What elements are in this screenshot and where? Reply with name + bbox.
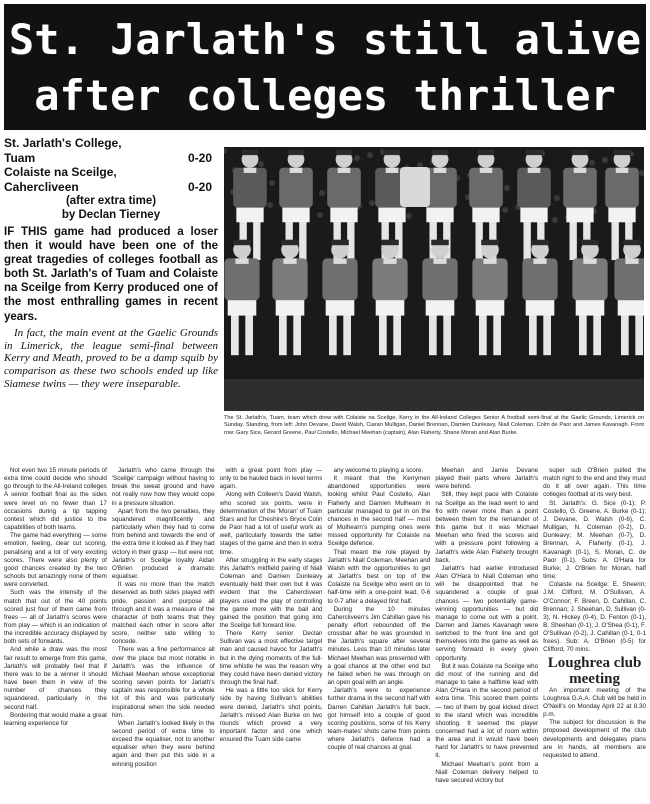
headline-banner: [4, 4, 646, 130]
seated-player-4-leg: [379, 311, 387, 355]
seated-player-7-hair: [531, 240, 549, 246]
seated-player-7-leg: [543, 311, 551, 355]
team2-location: Cahercliveen: [4, 179, 79, 194]
standing-player-2-collar: [290, 168, 303, 173]
article-paragraph: There Kerry senior Declan Sullivan was a most effective target man and caused havoc for Jarlath's but in the dying moments of the full-time whistle he was the reason why they could have been denied victory through the final half.: [219, 630, 323, 687]
article-paragraph: Such was the intensity of the match that out of the 40 points scored just four of them came from frees — all of Jarlath's scores were from play — which is an indication of the incredible accuracy displayed by both sets of forwards.: [4, 589, 107, 646]
seated-player-6-hair: [481, 240, 499, 246]
seated-player-5-leg: [429, 311, 437, 355]
article-paragraph: The game had everything — some emotion, feeling, clear cut scoring, penalising and a lot of very exciting scores. There were also plenty of good chances created by the two schools but amazingly none of them were converted.: [4, 532, 107, 589]
article-paragraph: The subject for discussion is the proposed development of the club developments and delegates plans are in hands, all members are requested to attend.: [543, 719, 646, 759]
standing-player-8-hair: [572, 150, 589, 155]
standing-player-7-collar: [528, 168, 541, 173]
seated-player-2-hair: [281, 240, 299, 246]
seated-player-1-collar: [235, 258, 248, 264]
seated-player-5-collar: [433, 258, 446, 264]
article-paragraph: He was a little too slick for Kerry side by having Sullivan's abilities were denied, Jarlath's shot points, Jarlath's missed Alan Burke on two rounds which proved a very important factor and one which ensured the Tuam side came: [219, 687, 323, 744]
article-paragraph: Still, they kept pace with Colaiste na Sceilge as the lead went to and fro with never more than a point between them for the remainder of this game but it was Michael Meehan who fired the scores and with a pressure point following a Jarlath's wide Alan Flaherty brought back.: [435, 491, 539, 564]
seated-player-8-hair: [581, 240, 599, 246]
crowd-dot: [354, 155, 360, 161]
seated-player-9-leg: [635, 311, 643, 355]
crowd-dot: [369, 200, 375, 206]
seated-player-7-leg: [529, 311, 537, 355]
italic-paragraph: In fact, the main event at the Gaelic Grounds in Limerick, the league semi-final between Kerry and Meath, proved to be a damp squib by comparison as these two schools ended up like Siamese twins — they were inseparable.: [4, 326, 218, 391]
article-paragraph: During the 10 minutes Cahercliveen's Jim Cahillan gave his penalty effort rebounded off the crossbar after he was grounded in the Jarlath's square after several minutes. Less than 10 minutes later Michael Meehan was presented with a goal chance at the other end but he failed when he was through on an open goal with an angle.: [327, 605, 431, 687]
seated-player-9-hair: [623, 240, 641, 246]
team1-location: Tuam: [4, 150, 36, 165]
article-paragraph: Meehan and Jamie Devane played their parts where Jarlath's were behind.: [435, 467, 539, 491]
crowd-dot: [258, 161, 264, 167]
crowd-dot: [267, 202, 273, 208]
crowd-dot: [317, 212, 323, 218]
seated-player-3-leg: [329, 311, 337, 355]
goalkeeper-shirt: [400, 167, 430, 207]
seated-player-9-collar: [625, 258, 638, 264]
standing-player-6-shirt: [469, 168, 503, 208]
seated-player-3-collar: [333, 258, 346, 264]
article-paragraph: super sub O'Brien pulled the match right to the end and they must do it all over again. This time colleges football at its very best.: [543, 467, 646, 499]
standing-player-9-leg: [612, 218, 619, 260]
article-column-6: [543, 467, 646, 801]
standing-player-4-collar: [386, 168, 399, 173]
standing-player-9-shirt: [605, 168, 639, 208]
seated-player-4-leg: [393, 311, 401, 355]
seated-player-1-leg: [231, 311, 239, 355]
article-paragraph: It was no more than the match deserved as both sides played with pride, passion and purpose all through and it was a measure of the character of both teams that they matched each other in score after score, neither side willing to concede.: [111, 581, 215, 646]
standing-player-2-leg: [299, 218, 306, 260]
standing-player-1-shirt: [233, 168, 267, 208]
headline-line-2: after colleges thriller: [34, 71, 616, 120]
standing-player-1-collar: [244, 168, 257, 173]
seated-player-6-leg: [493, 311, 501, 355]
article-column-1: [4, 467, 107, 801]
seated-player-7-shirt: [522, 258, 557, 300]
standing-player-2-hair: [288, 150, 305, 155]
seated-player-2-leg: [279, 311, 287, 355]
article-column-2: [112, 467, 215, 801]
team2-score: 0-20: [187, 179, 212, 194]
seated-player-8-shirt: [572, 258, 607, 300]
article-paragraph: Jarlath's were to experience further drama in the second half with Darren Cahillan Jarlath's full back, got himself into a couple of good scoring positions, some of his Kerry team-mates' shots came from points where Jarlath's defence had a couple of real chances at goal.: [327, 687, 431, 752]
seated-player-6-leg: [479, 311, 487, 355]
crowd-dot: [602, 157, 608, 163]
standing-player-1-hair: [242, 150, 259, 155]
seated-player-8-collar: [583, 258, 596, 264]
article-paragraph: Along with Colleen's David Walsh, who scored six points, were in determination of the 'Moran' of Tuam Stars and for Cheshire's Bryce Colin de Paor had a lot of useful work as well, particularly towards the latter stages of the game and then in extra time.: [219, 491, 323, 556]
article-paragraph: After struggling in the early stages this Jarlath's midfield pairing of Niall Coleman and Damien Dunleavy eventually held their own but it was evident that the Cahercliveen players used the play of controlling the game more with the ball and gained the position that going into the Sceilge full forward line.: [219, 556, 323, 629]
result-and-intro: [4, 136, 218, 391]
article-paragraph: Bordering that would make a great learning experience for: [4, 711, 107, 727]
crowd-dot: [502, 207, 508, 213]
standing-player-8-shirt: [563, 168, 597, 208]
article-paragraph: Not even two 15 minute periods of extra time could decide who should go through to the All-Ireland colleges A senior football final as the sides were level on no fewer than 17 occasions during a tip tapping contest which did justice to the capabilities of both teams.: [4, 467, 107, 532]
headline-line-1: St. Jarlath's still alive: [8, 15, 642, 64]
crowd-dot: [552, 217, 558, 223]
standing-player-2-shirt: [279, 168, 313, 208]
seated-player-8-leg: [579, 311, 587, 355]
extra-time-note: (after extra time): [65, 195, 157, 207]
seated-player-5-leg: [443, 311, 451, 355]
standing-player-6-leg: [476, 218, 483, 260]
team1-result-row: [4, 151, 218, 166]
team-photo-image: [224, 147, 644, 411]
article-column-3: [220, 467, 323, 801]
team1-score: 0-20: [187, 150, 212, 165]
crowd-dot: [269, 180, 275, 186]
standing-player-8-collar: [574, 168, 587, 173]
article-paragraph: any welcome to playing a score.: [333, 467, 424, 474]
seated-player-9-leg: [621, 311, 629, 355]
team2-name: Colaiste na Sceilge,: [4, 165, 117, 179]
article-paragraph: St. Jarlath's: G. Sice (0-1); P. Costello, G. Greene, A. Burke (0-1); J. Devane, D. Walsh (0-6), C. Mulligan, N. Coleman (0-2), D. Dunleavy; M. Meehan (0-7), D. Brennan, A. Flaherty (0-1), J. Kavanagh (0-1), S. Moran, C. de Paor (0-1). Subs: A. O'Hara for Burke; J. O'Brien for Moran, half time.: [543, 499, 646, 581]
article-paragraph: It meant that the Kerrymen abandoned opportunities were looking whilst Paul Costello, Alan Flaherty and Damien Mulhearn in particular managed to get in on the chances in the second half — most of Mulhearn's pumping ones were missed opportunity for Colaiste na Sceilge defence.: [327, 475, 431, 548]
photo-caption: The St. Jarlath's, Tuam, team which drew with Colaiste na Sceilge, Kerry in the All-Ireland Colleges Senior A football semi-final at the Gaelic Grounds, Limerick on Sunday. Standing, from left: John Devane, David Walsh, Ciaran Mulligan, Daniel Brennan, Damien Dunleavy, Niall Coleman, Colm de Paor and James Kavanagh. Front row: Gary Sice, Gerard Greene, Paul Costello, Michael Meehan (captain), Alan Flaherty, Shane Moran and Alan Burke.: [224, 415, 644, 436]
standing-player-7-hair: [526, 150, 543, 155]
seated-player-1-leg: [245, 311, 253, 355]
article-paragraph: Colaiste na Sceilge: E. Sheerin; J.M. Clifford, M. O'Sullivan, A. O'Connor; F. Breen, D. Cahillan, C. Brennan; J. Sheehan, D. Sullivan (0-3); N. Hickey (0-4), D. Fenton (0-1), B. Sheehan (0-1); J. O'Shea (0-1), F. O'Sullivan (0-2), J. Cahillan (0-1, 0-1 frees). Sub: A. O'Brien (0-5) for Clifford, 70 mins.: [543, 581, 646, 654]
subheading-loughrea: Loughrea club meeting: [547, 654, 642, 687]
photo-ground: [224, 379, 644, 411]
standing-player-9-collar: [616, 168, 629, 173]
team2-result-row: [4, 180, 218, 195]
article-paragraph: Jarlath's had earlier introduced Alan O'Hara to Niall Coleman who will be disappointed that he squandered a couple of goal chances — two potentially game-winning opportunities — but did manage to come out with a point. Darren and James Kavanagh were switched to the front line and got themselves into the game as well as serving forward in every given opportunity.: [435, 564, 539, 662]
article-paragraph: An important meeting of the Loughrea G.A.A. Club will be held in O'Neill's on Monday April 22 at 8.30 p.m.: [543, 686, 646, 719]
crowd-dot: [554, 195, 560, 201]
standing-player-1-leg: [253, 218, 260, 260]
seated-player-6-collar: [483, 258, 496, 264]
crowd-dot: [504, 185, 510, 191]
article-column-4: [327, 467, 430, 801]
crowd-dot: [367, 152, 373, 158]
seated-player-2-collar: [283, 258, 296, 264]
intro-paragraph: IF THIS game had produced a loser then it would have been one of the great tragedies of colleges football as both St. Jarlath's of Tuam and Colaiste na Sceilge from Kerry produced one of the most enthralling games in recent years.: [4, 226, 218, 323]
article-paragraph: And while a draw was the most fair result to emerge from this game, Jarlath's will probably feel that if there was to be a winner it should have been them in view of the number of chances they squandered, particularly in the second half.: [4, 646, 107, 711]
article-paragraph: There was a fine performance all over the place but most notable in Jarlath's was the influence of Michael Meehan whose exceptional scoring seven points for Jarlath's captain was responsible for a whole lot of this and was particularly inspirational when the side needed him.: [111, 646, 215, 719]
crowd-dot: [406, 213, 412, 219]
team-photo: [224, 147, 644, 411]
seated-player-7-collar: [533, 258, 546, 264]
seated-player-5-hair: [431, 240, 449, 246]
seated-player-3-hair: [331, 240, 349, 246]
seated-player-5-shirt: [422, 258, 457, 300]
seated-player-3-leg: [343, 311, 351, 355]
standing-player-6-collar: [480, 168, 493, 173]
article-paragraph: But it was Colaiste na Sceilge who did most of the running and did manage to take a halftime lead with Alan O'Hara in the second period of extra time. This scored them points — two of them by goal kicked direct to the stand which was incredible shooting. It seemed the player concerned had a lot of room within the area and it would have been hard for Jarlath's to have prevented it.: [435, 662, 539, 760]
seated-player-1-shirt: [224, 258, 259, 300]
crowd-dot: [589, 160, 595, 166]
article-body: [4, 467, 646, 801]
seated-player-1-hair: [233, 240, 251, 246]
article-paragraph: with a great point from play — only to be hauled back in level terms again.: [219, 467, 323, 491]
byline: by Declan Tierney: [61, 209, 161, 221]
seated-player-4-shirt: [372, 258, 407, 300]
seated-player-4-hair: [381, 240, 399, 246]
seated-player-3-shirt: [322, 258, 357, 300]
seated-player-8-leg: [593, 311, 601, 355]
seated-player-2-leg: [293, 311, 301, 355]
standing-player-3-hair: [336, 150, 353, 155]
crowd-dot: [319, 190, 325, 196]
standing-player-5-hair: [432, 150, 449, 155]
standing-player-9-hair: [614, 150, 631, 155]
standing-player-3-shirt: [327, 168, 361, 208]
seated-player-4-collar: [383, 258, 396, 264]
article-paragraph: When Jarlath's looked likely in the second period of extra time to exceed the equaliser, not to another equaliser when they were behind again and then put this side in a winning position: [111, 719, 215, 768]
standing-player-7-shirt: [517, 168, 551, 208]
standing-player-5-collar: [434, 168, 447, 173]
article-paragraph: Apart from the two penalties, they squandered magnificently and particularly when they had to come from behind and towards the end of the extra time it looked as if they had victory in their grasp — but were not. Jarlath's or Sceilge loyalty Aidan O'Brien produced a dramatic equaliser.: [111, 507, 215, 581]
article-column-5: [435, 467, 538, 801]
seated-player-9-shirt: [614, 258, 644, 300]
standing-player-4-hair: [384, 150, 401, 155]
standing-player-7-leg: [524, 218, 531, 260]
team1-name: St. Jarlath's College,: [4, 136, 122, 150]
article-paragraph: That meant the role played by Jarlath's Niall Coleman, Meehan and Walsh with the opportunities to get at Jarlath's best on top of the Colaiste na Sceilge who went on to half-time with a one-point lead, 0-6 to 0-7 after a delayed first half.: [327, 548, 431, 605]
standing-player-3-collar: [338, 168, 351, 173]
standing-player-3-leg: [347, 218, 354, 260]
seated-player-6-shirt: [472, 258, 507, 300]
article-paragraph: Michael Meehan's point from a Niall Coleman delivery helped to have secured victory but: [435, 760, 539, 784]
seated-player-2-shirt: [272, 258, 307, 300]
standing-player-6-hair: [478, 150, 495, 155]
article-paragraph: Jarlath's who came through the 'Sceilge' campaign without having to break the sweat ground and have not really now how they would cope in a pressure situation.: [111, 467, 215, 507]
standing-player-8-leg: [570, 218, 577, 260]
